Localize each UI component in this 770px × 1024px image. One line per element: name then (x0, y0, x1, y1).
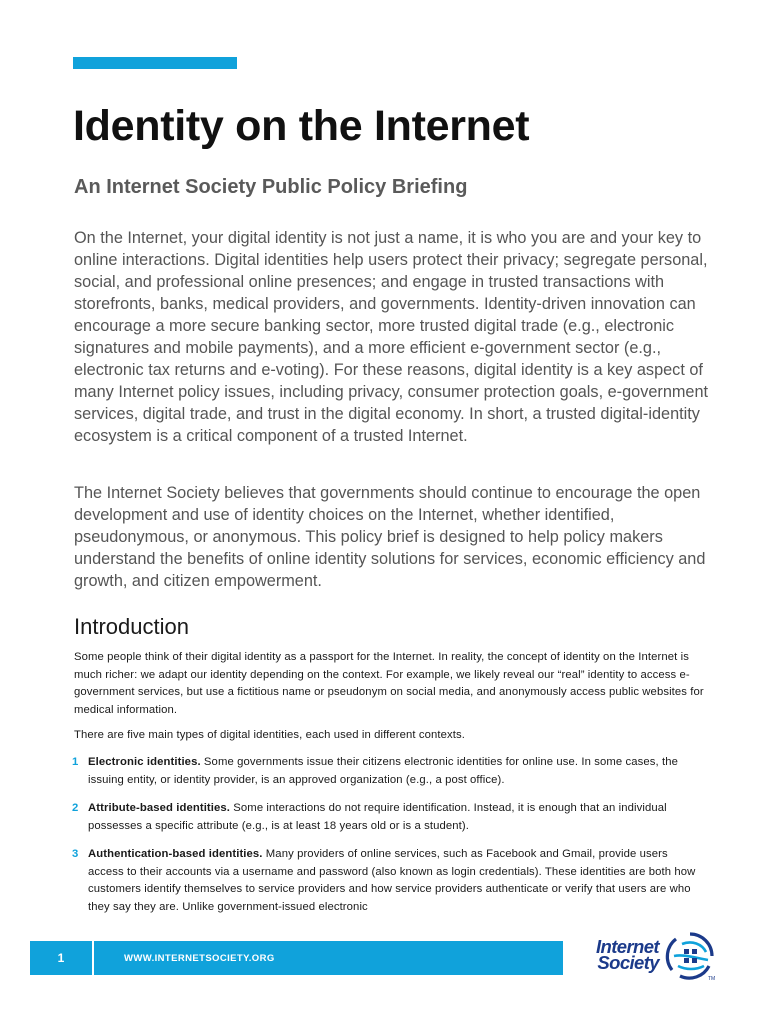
list-item-text: Many providers of online services, such as Facebook and Gmail, provide users access to their accounts via a username and password (also known as login credentials). These identities are both how customers identify themselves to service providers and how service providers authenticate or verify that users are who they say they are. Unlike government-issued electronic (88, 848, 696, 913)
list-item (72, 800, 702, 835)
internet-society-logo[interactable] (580, 928, 722, 984)
page-title: Identity on the Internet (73, 102, 530, 150)
footer-page-number: 1 (30, 941, 92, 975)
list-item-title: Attribute-based identities. (88, 802, 231, 814)
footer-band (94, 941, 563, 975)
section-heading-introduction: Introduction (74, 614, 189, 639)
intro-paragraph-2: There are five main types of digital identities, each used in different contexts. (74, 729, 465, 741)
logo-wordmark-line-2: Society (597, 952, 659, 973)
globe-icon (662, 930, 718, 982)
identity-types-list (72, 754, 702, 916)
logo-trademark: TM (708, 976, 716, 982)
list-item-text: Some governments issue their citizens electronic identities for online use. In some cases, the issuing entity, or identity provider, is an approved organization (e.g., a post office). (88, 756, 678, 786)
list-item-title: Authentication-based identities. (88, 848, 263, 860)
list-item-title: Electronic identities. (88, 756, 201, 768)
list-item-number: 2 (72, 802, 79, 814)
list-item-number: 3 (72, 848, 79, 860)
list-item-number: 1 (72, 756, 79, 768)
list-item (72, 846, 702, 916)
footer-url-link[interactable]: WWW.INTERNETSOCIETY.ORG (124, 952, 275, 964)
page-subtitle: An Internet Society Public Policy Briefing (74, 176, 468, 198)
intro-paragraph-1: Some people think of their digital identity as a passport for the Internet. In reality, the concept of identity on the Internet is much richer: we adapt our identity depending on the context. For example, we likely reveal our “real” identity to access e-government services, but use a fictitious name or pseudonym on social media, and anonymously access public websites for medical information. (74, 651, 704, 716)
lead-paragraph-2: The Internet Society believes that governments should continue to encourage the open development and use of identity choices on the Internet, whether identified, pseudonymous, or anonymous. This policy brief is designed to help policy makers understand the benefits of online identity solutions for services, economic efficiency and growth, and citizen empowerment. (74, 484, 706, 590)
list-item-text: Some interactions do not require identification. Instead, it is enough that an individual possesses a specific attribute (e.g., is at least 18 years old or is a student). (88, 802, 667, 832)
accent-bar (73, 57, 237, 69)
lead-paragraph-1: On the Internet, your digital identity is not just a name, it is who you are and your key to online interactions. Digital identities help users protect their privacy; segregate personal, social, and professional online presences; and engage in trusted transactions with storefronts, banks, medical providers, and governments. Identity-driven innovation can encourage a more secure banking sector, more trusted digital trade (e.g., electronic signatures and mobile payments), and a more efficient e-government sector (e.g., electronic tax returns and e-voting). For these reasons, digital identity is a key aspect of many Internet policy issues, including privacy, consumer protection goals, e-government services, digital trade, and trust in the digital economy. In short, a trusted digital-identity ecosystem is a critical component of a trusted Internet. (74, 229, 709, 445)
list-item (72, 754, 702, 789)
logo-wordmark-line-1: Internet (595, 936, 659, 957)
